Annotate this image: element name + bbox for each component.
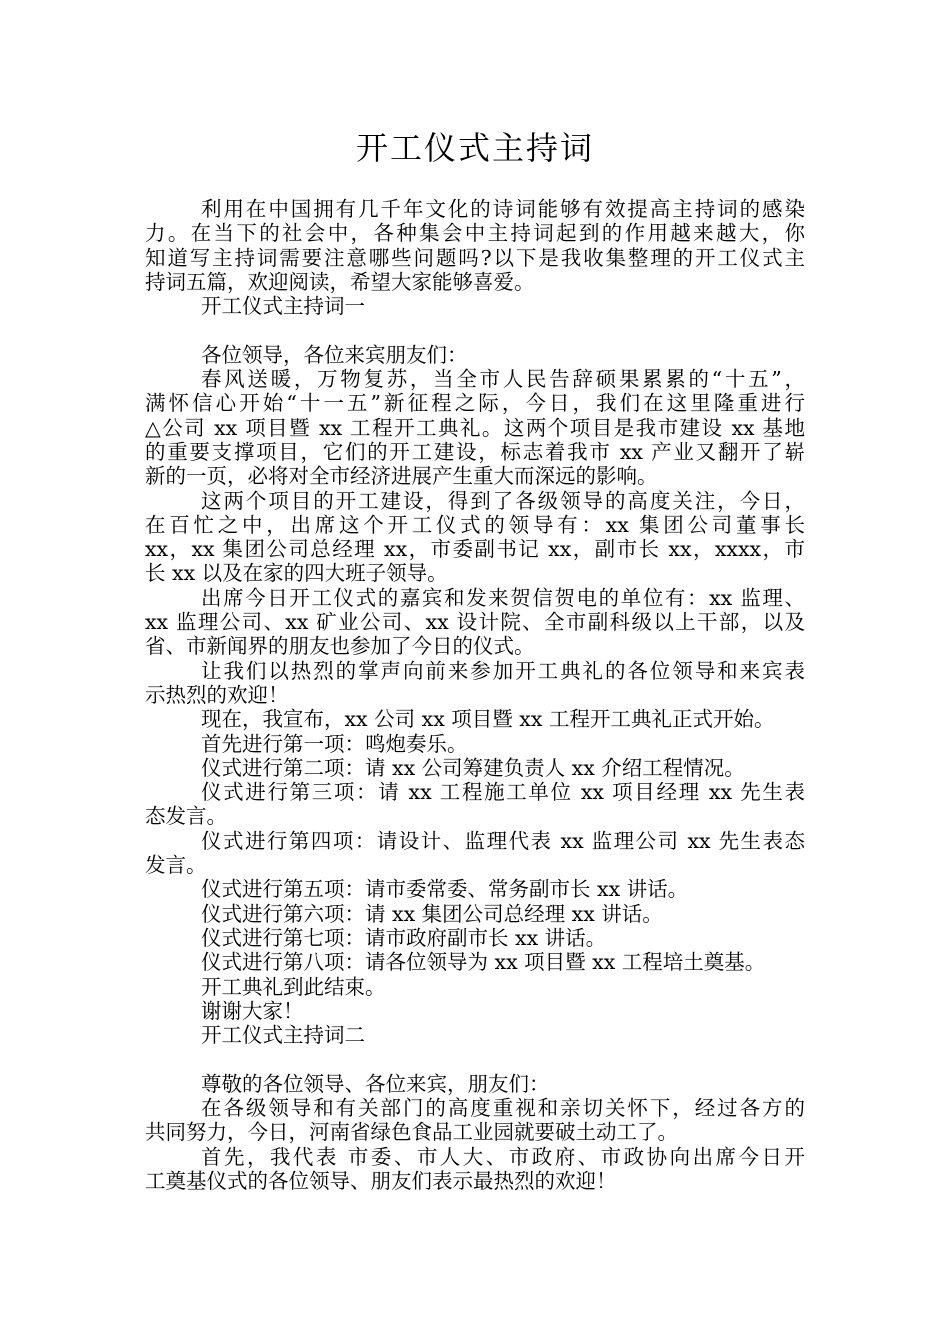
- paragraph-line: 开工典礼到此结束。: [201, 974, 386, 999]
- salutation-line: 尊敬的各位领导、各位来宾，朋友们：: [201, 1071, 550, 1096]
- agenda-item: 仪式进行第七项：请市政府副市长 xx 讲话。: [201, 925, 607, 950]
- paragraph-line: xx 监理公司、xx 矿业公司、xx 设计院、全市副科级以上干部，以及: [145, 610, 805, 635]
- paragraph-line: 谢谢大家！: [201, 998, 304, 1023]
- paragraph-line: 这两个项目的开工建设，得到了各级领导的高度关注，今日，: [201, 488, 805, 513]
- paragraph-line: 出席今日开工仪式的嘉宾和发来贺信贺电的单位有：xx 监理、: [201, 585, 805, 610]
- paragraph-line: 首先，我代表 市委、市人大、市政府、市政协向出席今日开: [201, 1144, 805, 1169]
- agenda-item: 仪式进行第四项：请设计、监理代表 xx 监理公司 xx 先生表态: [201, 828, 805, 853]
- agenda-item: 仪式进行第八项：请各位领导为 xx 项目暨 xx 工程培土奠基。: [201, 950, 766, 975]
- paragraph-line: xx，xx 集团公司总经理 xx，市委副书记 xx，副市长 xx，xxxx，市: [145, 537, 805, 562]
- paragraph-line: 新的一页，必将对全市经济进展产生重大而深远的影响。: [145, 464, 658, 489]
- paragraph-line: 知道写主持词需要注意哪些问题吗?以下是我收集整理的开工仪式主: [145, 245, 805, 270]
- section-heading: 开工仪式主持词一: [201, 294, 365, 319]
- section-heading: 开工仪式主持词二: [201, 1023, 365, 1048]
- paragraph-line: △公司 xx 项目暨 xx 工程开工典礼。这两个项目是我市建设 xx 基地: [145, 415, 805, 440]
- agenda-item: 仪式进行第二项：请 xx 公司筹建负责人 xx 介绍工程情况。: [201, 755, 745, 780]
- paragraph-line: 利用在中国拥有几千年文化的诗词能够有效提高主持词的感染: [201, 197, 805, 221]
- agenda-item: 仪式进行第六项：请 xx 集团公司总经理 xx 讲话。: [201, 901, 663, 926]
- salutation-line: 各位领导，各位来宾朋友们：: [201, 342, 468, 367]
- agenda-item-continuation: 态发言。: [145, 804, 227, 829]
- paragraph-line: 让我们以热烈的掌声向前来参加开工典礼的各位领导和来宾表: [201, 658, 805, 683]
- document-title: 开工仪式主持词: [355, 129, 594, 167]
- document-body: [145, 197, 805, 1193]
- blank-line: [145, 318, 805, 342]
- paragraph-line: 省、市新闻界的朋友也参加了今日的仪式。: [145, 634, 535, 659]
- paragraph-line: 春风送暖，万物复苏，当全市人民告辞硕果累累的“十五”，: [201, 367, 805, 392]
- blank-line: [145, 1047, 805, 1071]
- paragraph-line: 示热烈的欢迎！: [145, 682, 289, 707]
- paragraph-line: 持词五篇，欢迎阅读，希望大家能够喜爱。: [145, 269, 535, 294]
- paragraph-line: 现在，我宣布，xx 公司 xx 项目暨 xx 工程开工典礼正式开始。: [201, 707, 775, 732]
- agenda-item-continuation: 发言。: [145, 853, 207, 878]
- paragraph-line: 力。在当下的社会中，各种集会中主持词起到的作用越来越大，你: [145, 221, 805, 246]
- paragraph-line: 的重要支撑项目，它们的开工建设，标志着我市 xx 产业又翻开了崭: [145, 439, 805, 464]
- agenda-item: 仪式进行第三项：请 xx 工程施工单位 xx 项目经理 xx 先生表: [201, 780, 805, 805]
- agenda-item: 仪式进行第五项：请市委常委、常务副市长 xx 讲话。: [201, 877, 689, 902]
- paragraph-line: 共同努力，今日，河南省绿色食品工业园就要破土动工了。: [145, 1120, 678, 1145]
- paragraph-line: 工奠基仪式的各位领导、朋友们表示最热烈的欢迎！: [145, 1168, 617, 1193]
- paragraph-line: 满怀信心开始“十一五”新征程之际，今日，我们在这里隆重进行: [145, 391, 805, 416]
- paragraph-line: 长 xx 以及在家的四大班子领导。: [145, 561, 448, 586]
- paragraph-line: 在各级领导和有关部门的高度重视和亲切关怀下，经过各方的: [201, 1095, 805, 1120]
- paragraph-line: 在百忙之中，出席这个开工仪式的领导有：xx 集团公司董事长: [145, 512, 805, 537]
- agenda-item: 首先进行第一项：鸣炮奏乐。: [201, 731, 468, 756]
